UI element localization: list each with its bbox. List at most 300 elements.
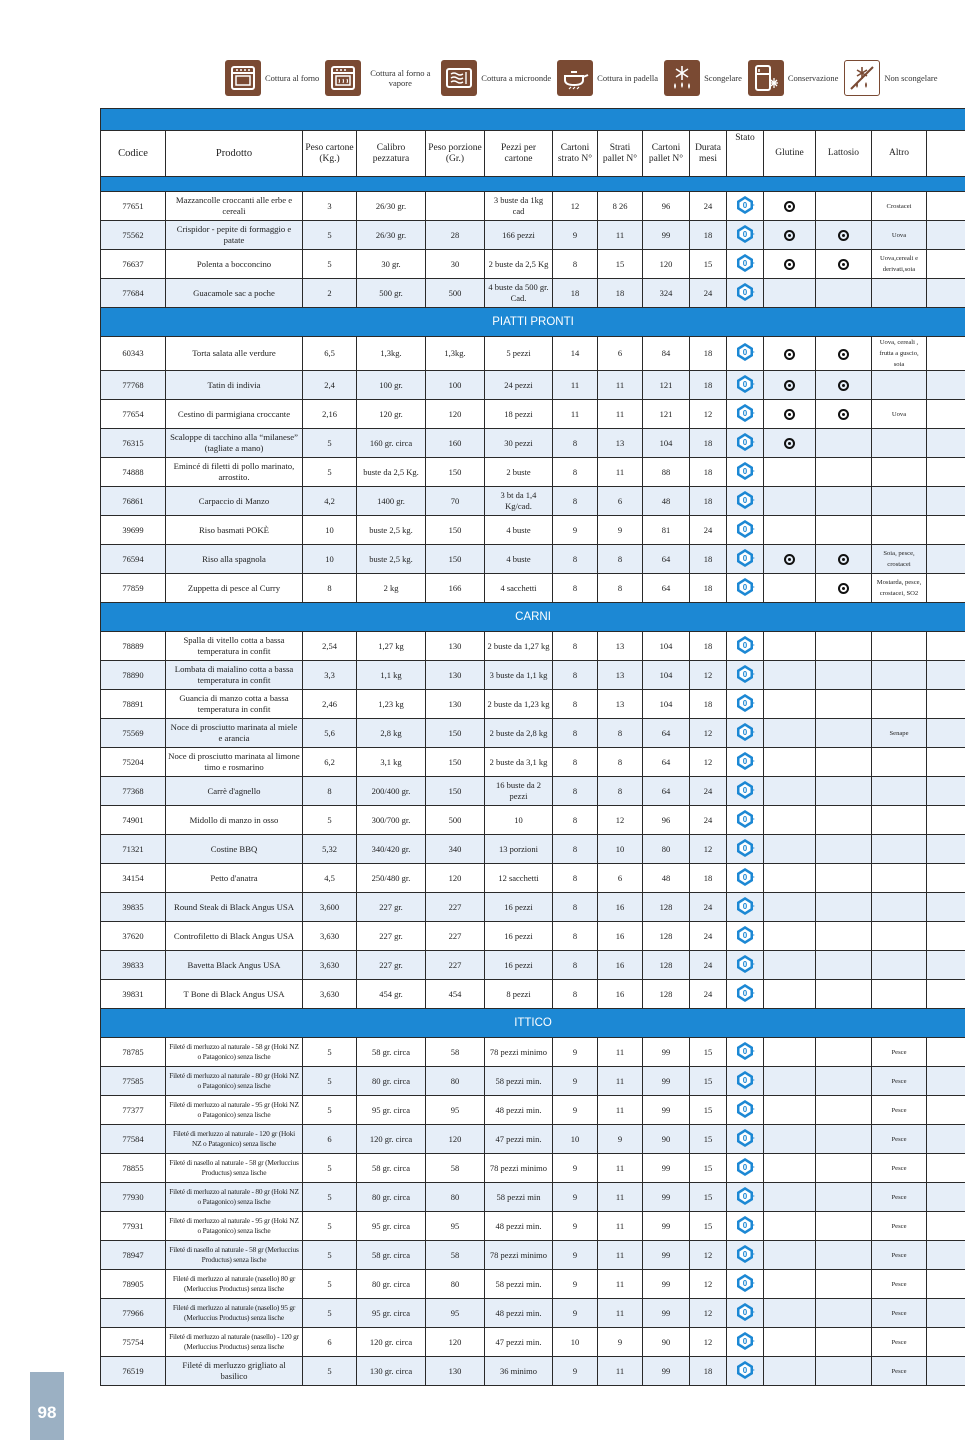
cell-blank	[927, 719, 965, 748]
cell-cartoni-strato: 9	[553, 1270, 598, 1299]
cell-lattosio	[816, 777, 872, 806]
cell-glutine	[764, 1067, 816, 1096]
svg-text:0: 0	[742, 1278, 748, 1288]
col-header-glutine: Glutine	[764, 131, 816, 177]
table-row	[101, 400, 965, 429]
cell-cartoni-pallet: 90	[643, 1328, 690, 1357]
cell-cartoni-strato: 8	[553, 574, 598, 603]
cell-glutine	[764, 980, 816, 1009]
cell-calibro: buste 2,5 kg.	[357, 516, 426, 545]
frozen-badge-icon	[735, 282, 755, 302]
cell-stato	[727, 806, 764, 835]
cell-prodotto: Guacamole sac a poche	[166, 279, 303, 308]
cell-glutine	[764, 1299, 816, 1328]
cell-peso-porzione: 120	[426, 400, 485, 429]
cell-codice: 78891	[101, 690, 166, 719]
frozen-badge-icon	[735, 1041, 755, 1061]
cell-blank	[927, 748, 965, 777]
cell-peso-porzione: 130	[426, 690, 485, 719]
table-row	[101, 250, 965, 279]
frozen-badge-icon	[735, 253, 755, 273]
svg-text:0: 0	[742, 872, 748, 882]
cell-blank	[927, 400, 965, 429]
cell-blank	[927, 337, 965, 371]
cell-cartoni-strato: 14	[553, 337, 598, 371]
cell-peso-cartone: 6	[303, 1328, 357, 1357]
cell-peso-porzione: 58	[426, 1038, 485, 1067]
cell-strati-pallet: 6	[598, 864, 643, 893]
cell-lattosio	[816, 279, 872, 308]
cell-peso-cartone: 5,6	[303, 719, 357, 748]
cell-prodotto: Cestino di parmigiana croccante	[166, 400, 303, 429]
cell-prodotto: Noce di prosciutto marinata al limone timo e rosmarino	[166, 748, 303, 777]
allergen-marker-icon	[838, 230, 849, 241]
table-row	[101, 1183, 965, 1212]
cell-peso-cartone: 5	[303, 1212, 357, 1241]
cell-codice: 77654	[101, 400, 166, 429]
cell-codice: 77768	[101, 371, 166, 400]
cell-lattosio	[816, 661, 872, 690]
page-number: 98	[37, 1403, 57, 1422]
cell-cartoni-pallet: 96	[643, 192, 690, 221]
cell-calibro: 2 kg	[357, 574, 426, 603]
frozen-badge-icon	[735, 1215, 755, 1235]
cell-blank	[927, 893, 965, 922]
frozen-badge-icon	[735, 342, 755, 362]
frozen-badge-icon	[735, 490, 755, 510]
svg-text:0: 0	[742, 258, 748, 268]
svg-text:0: 0	[742, 785, 748, 795]
cell-cartoni-pallet: 121	[643, 371, 690, 400]
cell-stato	[727, 951, 764, 980]
steam-oven-icon	[325, 60, 361, 96]
svg-text:0: 0	[742, 988, 748, 998]
cell-altro: Pesce	[872, 1270, 927, 1299]
cell-lattosio	[816, 864, 872, 893]
cell-codice: 77931	[101, 1212, 166, 1241]
cell-lattosio	[816, 1357, 872, 1386]
cell-durata: 15	[690, 1154, 727, 1183]
cell-strati-pallet: 8	[598, 574, 643, 603]
cell-stato	[727, 893, 764, 922]
cell-lattosio	[816, 719, 872, 748]
cell-lattosio	[816, 632, 872, 661]
pan-icon	[557, 60, 593, 96]
cell-pezzi-cartone: 16 pezzi	[485, 951, 553, 980]
svg-text:0: 0	[742, 843, 748, 853]
cell-durata: 24	[690, 893, 727, 922]
cell-blank	[927, 806, 965, 835]
cell-blank	[927, 516, 965, 545]
cell-peso-cartone: 3,3	[303, 661, 357, 690]
cell-calibro: 80 gr. circa	[357, 1270, 426, 1299]
svg-text:0: 0	[742, 1046, 748, 1056]
svg-text:0: 0	[742, 901, 748, 911]
table-row	[101, 719, 965, 748]
svg-text:0: 0	[742, 229, 748, 239]
cell-calibro: 30 gr.	[357, 250, 426, 279]
table-row	[101, 1270, 965, 1299]
cell-calibro: 58 gr. circa	[357, 1154, 426, 1183]
cell-altro	[872, 661, 927, 690]
cell-calibro: 2,8 kg	[357, 719, 426, 748]
cell-peso-porzione: 160	[426, 429, 485, 458]
cell-cartoni-pallet: 104	[643, 429, 690, 458]
frozen-badge-icon	[735, 224, 755, 244]
cell-durata: 24	[690, 516, 727, 545]
legend-item-no-thaw	[844, 60, 937, 96]
cell-codice: 75562	[101, 221, 166, 250]
cell-altro	[872, 487, 927, 516]
cell-calibro: 1,1 kg	[357, 661, 426, 690]
cell-durata: 12	[690, 1328, 727, 1357]
cell-cartoni-strato: 12	[553, 192, 598, 221]
cell-lattosio	[816, 1096, 872, 1125]
svg-text:0: 0	[742, 1220, 748, 1230]
cell-peso-cartone: 4,5	[303, 864, 357, 893]
col-header-calibro: Calibro pezzatura	[357, 131, 426, 177]
cell-stato	[727, 777, 764, 806]
svg-text:0: 0	[742, 348, 748, 357]
cell-glutine	[764, 458, 816, 487]
section-header	[101, 1009, 965, 1038]
table-header-row	[101, 131, 965, 177]
cell-codice: 77859	[101, 574, 166, 603]
cell-peso-porzione: 100	[426, 371, 485, 400]
allergen-marker-icon	[784, 554, 795, 565]
cell-codice: 76861	[101, 487, 166, 516]
cell-codice: 76519	[101, 1357, 166, 1386]
cell-altro: Pesce	[872, 1038, 927, 1067]
cell-pezzi-cartone: 2 buste	[485, 458, 553, 487]
cell-altro: Pesce	[872, 1154, 927, 1183]
cell-glutine	[764, 429, 816, 458]
cell-pezzi-cartone: 2 buste da 2,5 Kg	[485, 250, 553, 279]
cell-calibro: 1,27 kg	[357, 632, 426, 661]
frozen-badge-icon	[735, 1070, 755, 1090]
cell-cartoni-strato: 8	[553, 487, 598, 516]
cell-blank	[927, 1270, 965, 1299]
cell-codice: 78855	[101, 1154, 166, 1183]
cell-blank	[927, 1328, 965, 1357]
allergen-marker-icon	[838, 349, 849, 360]
cell-lattosio	[816, 835, 872, 864]
cell-glutine	[764, 1241, 816, 1270]
cell-stato	[727, 1241, 764, 1270]
cell-altro	[872, 690, 927, 719]
svg-text:0: 0	[742, 1191, 748, 1201]
cell-peso-cartone: 5	[303, 429, 357, 458]
cell-strati-pallet: 11	[598, 1270, 643, 1299]
cell-altro: Pesce	[872, 1125, 927, 1154]
table-row	[101, 980, 965, 1009]
cell-prodotto: Controfiletto di Black Angus USA	[166, 922, 303, 951]
table-row	[101, 661, 965, 690]
cell-peso-cartone: 3,630	[303, 951, 357, 980]
allergen-marker-icon	[784, 409, 795, 420]
cell-codice: 39835	[101, 893, 166, 922]
cell-durata: 12	[690, 661, 727, 690]
cell-cartoni-pallet: 64	[643, 719, 690, 748]
table-row	[101, 545, 965, 574]
cell-pezzi-cartone: 5 pezzi	[485, 337, 553, 371]
cell-peso-porzione: 166	[426, 574, 485, 603]
cell-pezzi-cartone: 8 pezzi	[485, 980, 553, 1009]
cooking-legend	[225, 58, 943, 98]
cell-prodotto: Riso alla spagnola	[166, 545, 303, 574]
cell-blank	[927, 279, 965, 308]
cell-pezzi-cartone: 78 pezzi minimo	[485, 1154, 553, 1183]
allergen-marker-icon	[784, 230, 795, 241]
cell-altro	[872, 516, 927, 545]
cell-peso-cartone: 3,630	[303, 980, 357, 1009]
cell-lattosio	[816, 1125, 872, 1154]
svg-text:0: 0	[742, 727, 748, 737]
svg-text:0: 0	[742, 814, 748, 824]
cell-blank	[927, 951, 965, 980]
cell-altro	[872, 632, 927, 661]
cell-blank	[927, 1067, 965, 1096]
cell-altro	[872, 371, 927, 400]
col-header-codice: Codice	[101, 131, 166, 177]
cell-peso-cartone: 6,5	[303, 337, 357, 371]
cell-blank	[927, 371, 965, 400]
cell-peso-cartone: 2,16	[303, 400, 357, 429]
cell-pezzi-cartone: 2 buste da 2,8 kg	[485, 719, 553, 748]
cell-stato	[727, 1357, 764, 1386]
cell-calibro: 500 gr.	[357, 279, 426, 308]
cell-altro: Pesce	[872, 1183, 927, 1212]
cell-cartoni-pallet: 104	[643, 661, 690, 690]
legend-label: Cottura a microonde	[481, 73, 552, 83]
cell-cartoni-strato: 9	[553, 1183, 598, 1212]
cell-stato	[727, 922, 764, 951]
cell-durata: 12	[690, 719, 727, 748]
cell-stato	[727, 250, 764, 279]
cell-altro	[872, 893, 927, 922]
cell-codice: 75569	[101, 719, 166, 748]
frozen-badge-icon	[735, 925, 755, 945]
cell-blank	[927, 458, 965, 487]
cell-peso-porzione: 70	[426, 487, 485, 516]
cell-calibro: 160 gr. circa	[357, 429, 426, 458]
cell-prodotto: Emincé di filetti di pollo marinato, arrostito.	[166, 458, 303, 487]
cell-prodotto: Fileté di merluzzo al naturale - 80 gr (Hoki NZ o Patagonico) senza lische	[166, 1067, 303, 1096]
cell-cartoni-strato: 8	[553, 690, 598, 719]
cell-altro: Pesce	[872, 1299, 927, 1328]
cell-glutine	[764, 922, 816, 951]
cell-cartoni-pallet: 99	[643, 1357, 690, 1386]
cell-peso-porzione: 30	[426, 250, 485, 279]
cell-codice: 77377	[101, 1096, 166, 1125]
cell-codice: 78890	[101, 661, 166, 690]
cell-blank	[927, 632, 965, 661]
cell-peso-cartone: 10	[303, 516, 357, 545]
cell-calibro: buste da 2,5 Kg.	[357, 458, 426, 487]
frozen-badge-icon	[735, 635, 755, 655]
cell-cartoni-pallet: 96	[643, 806, 690, 835]
cell-durata: 24	[690, 980, 727, 1009]
cell-cartoni-strato: 8	[553, 835, 598, 864]
frozen-badge-icon	[735, 809, 755, 829]
cell-stato	[727, 1212, 764, 1241]
cell-glutine	[764, 516, 816, 545]
cell-blank	[927, 1096, 965, 1125]
cell-cartoni-pallet: 99	[643, 1038, 690, 1067]
cell-glutine	[764, 951, 816, 980]
cell-altro: Uova, cereali , frutta a guscio, soia	[872, 337, 927, 371]
legend-item-microwave	[441, 60, 551, 96]
cell-durata: 24	[690, 806, 727, 835]
cell-calibro: buste 2,5 kg.	[357, 545, 426, 574]
cell-altro: Uova	[872, 400, 927, 429]
cell-strati-pallet: 16	[598, 922, 643, 951]
section-header	[101, 603, 965, 632]
cell-blank	[927, 777, 965, 806]
cell-pezzi-cartone: 48 pezzi min.	[485, 1212, 553, 1241]
cell-cartoni-strato: 8	[553, 458, 598, 487]
cell-glutine	[764, 1125, 816, 1154]
legend-label: Cottura al forno	[265, 73, 320, 83]
cell-strati-pallet: 11	[598, 1357, 643, 1386]
cell-strati-pallet: 8 26	[598, 192, 643, 221]
cell-peso-cartone: 5	[303, 250, 357, 279]
cell-cartoni-strato: 9	[553, 221, 598, 250]
cell-prodotto: Costine BBQ	[166, 835, 303, 864]
cell-peso-porzione	[426, 192, 485, 221]
cell-cartoni-pallet: 128	[643, 951, 690, 980]
cell-glutine	[764, 864, 816, 893]
cell-blank	[927, 835, 965, 864]
cell-cartoni-strato: 11	[553, 371, 598, 400]
cell-stato	[727, 1154, 764, 1183]
cell-cartoni-strato: 9	[553, 516, 598, 545]
cell-cartoni-strato: 8	[553, 777, 598, 806]
cell-durata: 24	[690, 279, 727, 308]
svg-text:0: 0	[742, 524, 748, 534]
legend-item-pan	[557, 60, 658, 96]
cell-cartoni-strato: 8	[553, 980, 598, 1009]
cell-glutine	[764, 1154, 816, 1183]
cell-cartoni-pallet: 104	[643, 632, 690, 661]
cell-glutine	[764, 777, 816, 806]
cell-codice: 78785	[101, 1038, 166, 1067]
cell-blank	[927, 980, 965, 1009]
cell-prodotto: Round Steak di Black Angus USA	[166, 893, 303, 922]
table-row	[101, 748, 965, 777]
cell-prodotto: Zuppetta di pesce al Curry	[166, 574, 303, 603]
svg-text:0: 0	[742, 287, 748, 297]
table-row	[101, 1328, 965, 1357]
cell-cartoni-pallet: 64	[643, 545, 690, 574]
cell-lattosio	[816, 516, 872, 545]
cell-strati-pallet: 18	[598, 279, 643, 308]
cell-calibro: 130 gr. circa	[357, 1357, 426, 1386]
cell-glutine	[764, 400, 816, 429]
cell-strati-pallet: 11	[598, 1299, 643, 1328]
cell-cartoni-strato: 8	[553, 806, 598, 835]
cell-calibro: 227 gr.	[357, 893, 426, 922]
cell-stato	[727, 632, 764, 661]
cell-strati-pallet: 11	[598, 221, 643, 250]
cell-durata: 18	[690, 864, 727, 893]
table-row	[101, 922, 965, 951]
cell-prodotto: Tatin di indivia	[166, 371, 303, 400]
cell-pezzi-cartone: 36 minimo	[485, 1357, 553, 1386]
cell-blank	[927, 221, 965, 250]
cell-durata: 18	[690, 337, 727, 371]
frozen-badge-icon	[735, 896, 755, 916]
cell-peso-cartone: 5	[303, 1183, 357, 1212]
svg-text:0: 0	[742, 959, 748, 969]
svg-text:0: 0	[742, 1249, 748, 1259]
cell-cartoni-strato: 9	[553, 1212, 598, 1241]
cell-glutine	[764, 748, 816, 777]
cell-stato	[727, 545, 764, 574]
cell-peso-porzione: 58	[426, 1154, 485, 1183]
cell-lattosio	[816, 1299, 872, 1328]
cell-cartoni-strato: 9	[553, 1154, 598, 1183]
frozen-badge-icon	[735, 577, 755, 597]
cell-cartoni-pallet: 128	[643, 980, 690, 1009]
svg-text:0: 0	[742, 408, 748, 418]
cell-peso-cartone: 6	[303, 1125, 357, 1154]
cell-pezzi-cartone: 47 pezzi min.	[485, 1125, 553, 1154]
cell-strati-pallet: 16	[598, 893, 643, 922]
table-row	[101, 279, 965, 308]
cell-peso-porzione: 120	[426, 1328, 485, 1357]
cell-peso-porzione: 120	[426, 1125, 485, 1154]
legend-label: Non scongelare	[884, 73, 938, 83]
cell-calibro: 100 gr.	[357, 371, 426, 400]
cell-peso-cartone: 5	[303, 1299, 357, 1328]
table-row	[101, 632, 965, 661]
no-thaw-icon	[844, 60, 880, 96]
cell-strati-pallet: 12	[598, 806, 643, 835]
cell-cartoni-strato: 9	[553, 1096, 598, 1125]
cell-pezzi-cartone: 4 buste	[485, 516, 553, 545]
cell-codice: 74888	[101, 458, 166, 487]
cell-durata: 18	[690, 545, 727, 574]
cell-blank	[927, 1038, 965, 1067]
cell-cartoni-pallet: 120	[643, 250, 690, 279]
cell-strati-pallet: 15	[598, 250, 643, 279]
cell-calibro: 1,23 kg	[357, 690, 426, 719]
cell-lattosio	[816, 458, 872, 487]
cell-calibro: 95 gr. circa	[357, 1299, 426, 1328]
cell-altro: Uova	[872, 221, 927, 250]
col-header-prodotto: Prodotto	[166, 131, 303, 177]
svg-text:0: 0	[742, 582, 748, 592]
cell-blank	[927, 922, 965, 951]
cell-glutine	[764, 893, 816, 922]
cell-cartoni-pallet: 128	[643, 922, 690, 951]
cell-blank	[927, 1299, 965, 1328]
cell-lattosio	[816, 487, 872, 516]
cell-calibro: 300/700 gr.	[357, 806, 426, 835]
cell-calibro: 95 gr. circa	[357, 1096, 426, 1125]
cell-durata: 18	[690, 371, 727, 400]
cell-calibro: 120 gr. circa	[357, 1125, 426, 1154]
allergen-marker-icon	[838, 409, 849, 420]
cell-durata: 15	[690, 1038, 727, 1067]
cell-altro	[872, 864, 927, 893]
cell-glutine	[764, 1212, 816, 1241]
table-row	[101, 1067, 965, 1096]
cell-durata: 12	[690, 1241, 727, 1270]
cell-lattosio	[816, 690, 872, 719]
cell-strati-pallet: 6	[598, 337, 643, 371]
